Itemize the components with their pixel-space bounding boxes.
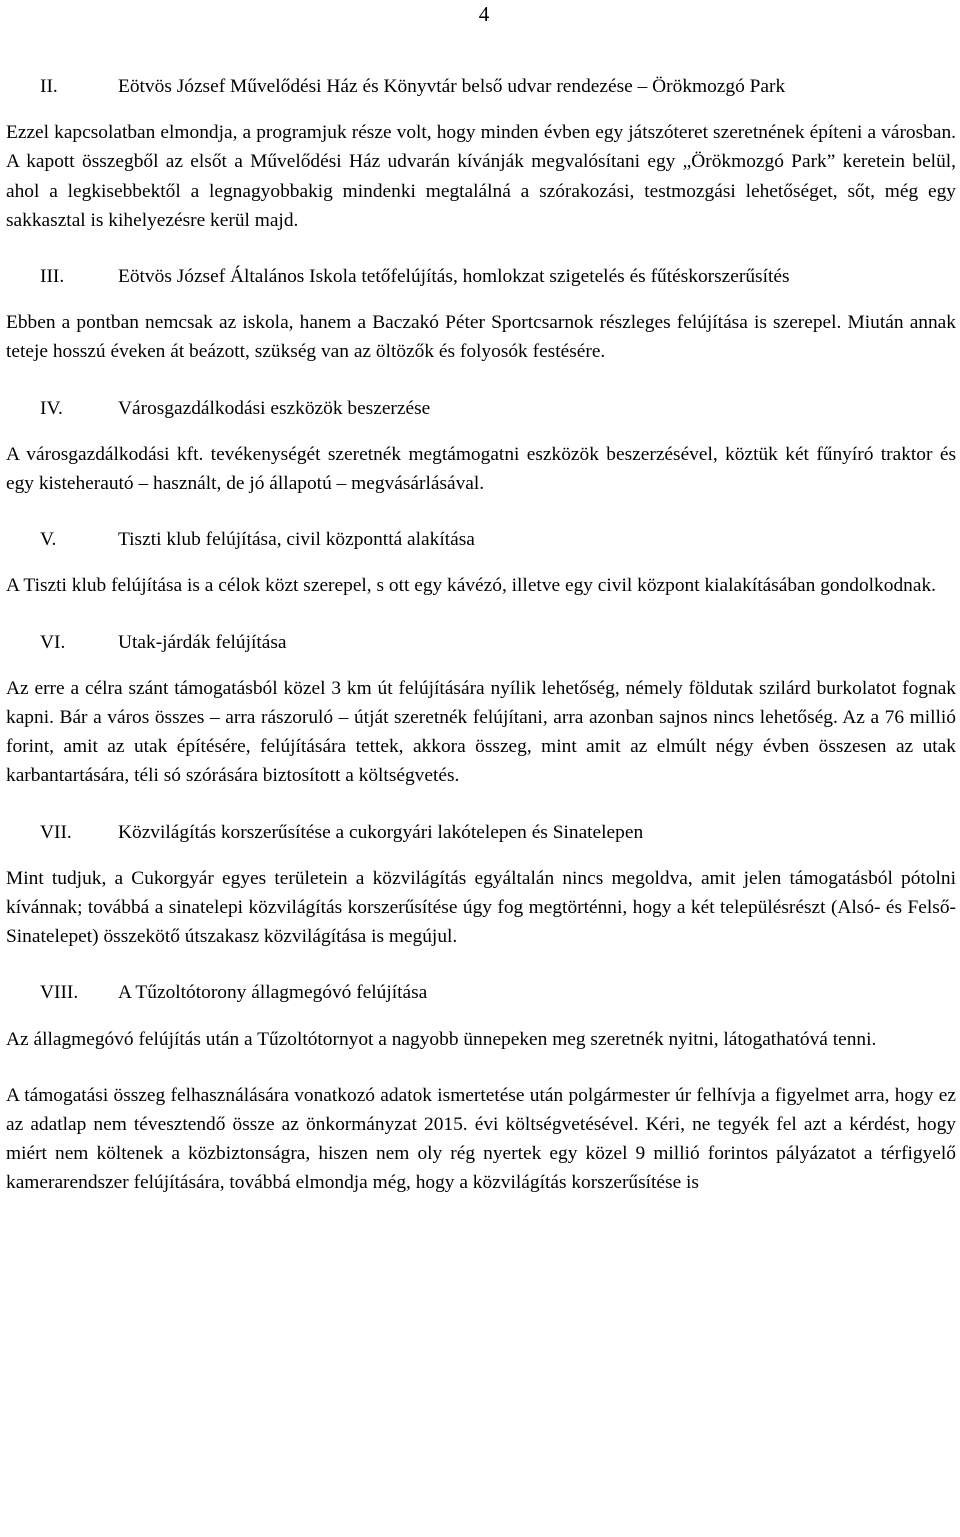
section-heading-vii xyxy=(6,818,956,847)
section-number: V. xyxy=(40,529,57,551)
section-title: A Tűzoltótorony állagmegóvó felújítása xyxy=(118,982,428,1004)
section-title: Eötvös József Általános Iskola tetőfelújítás, homlokzat szigetelés és fűtéskorszerűsítés xyxy=(118,266,790,288)
section-title: Utak-járdák felújítása xyxy=(118,631,287,653)
section-paragraph: A városgazdálkodási kft. tevékenységét szeretnék megtámogatni eszközök beszerzésével, köztük két fűnyíró traktor és egy kisteherautó – használt, de jó állapotú – megvásárlásával. xyxy=(6,443,956,495)
section-number: III. xyxy=(40,266,65,288)
section-number: VII. xyxy=(40,821,72,843)
section-heading-v xyxy=(6,525,956,554)
section-number: IV. xyxy=(40,397,63,419)
section-number: VIII. xyxy=(40,982,79,1004)
section-heading-ii xyxy=(6,72,956,101)
section-paragraph: Az állagmegóvó felújítás után a Tűzoltótornyot a nagyobb ünnepeken meg szeretnék nyitni, látogathatóvá tenni. xyxy=(6,1028,877,1050)
section-paragraph: Az erre a célra szánt támogatásból közel 3 km út felújítására nyílik lehetőség, némely földutak szilárd burkolatot fognak kapni. Bár a város összes – arra rászoruló – útját szeretnék felújítani, arra azonban sajnos nincs lehetőség. Az a 76 millió forint, amit az utak építésére, felújítására tettek, akkora összeg, mint amit az elmúlt négy évben összesen az utak karbantartására, téli só szórására biztosított a költségvetés. xyxy=(6,677,956,787)
section-heading-iii xyxy=(6,262,956,291)
section-title: Közvilágítás korszerűsítése a cukorgyári lakótelepen és Sinatelepen xyxy=(118,821,644,843)
section-title: Eötvös József Művelődési Ház és Könyvtár belső udvar rendezése – Örökmozgó Park xyxy=(118,76,786,97)
section-heading-iv xyxy=(6,394,956,423)
section-number: II. xyxy=(40,76,58,97)
section-paragraph: Ebben a pontban nemcsak az iskola, hanem a Baczakó Péter Sportcsarnok részleges felújítása is szerepel. Miután annak teteje hosszú éveken át beázott, szükség van az öltözők és folyosók festésére. xyxy=(6,312,956,363)
closing-paragraph: A támogatási összeg felhasználására vonatkozó adatok ismertetése után polgármester úr felhívja a figyelmet arra, hogy ez az adatlap nem tévesztendő össze az önkormányzat 2015. évi költségvetésével. Kéri, ne tegyék fel azt a kérdést, hogy miért nem költenek a közbiztonságra, hiszen nem oly rég nyertek egy közel 9 millió forintos pályázatot a térfigyelő kamerarendszer felújítására, továbbá elmondja még, hogy a közvilágítás korszerűsítése is xyxy=(6,1084,956,1194)
section-paragraph: Ezzel kapcsolatban elmondja, a programjuk része volt, hogy minden évben egy játszóteret szeretnének építeni a városban. A kapott összegből az elsőt a Művelődési Ház udvarán kívánják megvalósítani egy „Örökmozgó Park” keretein belül, ahol a legkisebbektől a legnagyobbakig mindenki megtalálná a szórakozási, testmozgási lehetőséget, sőt, még egy sakkasztal is kihelyezésre kerül majd. xyxy=(6,122,956,231)
section-paragraph: A Tiszti klub felújítása is a célok közt szerepel, s ott egy kávézó, illetve egy civil központ kialakításában gondolkodnak. xyxy=(6,575,936,597)
page-number: 4 xyxy=(478,2,490,26)
section-paragraph: Mint tudjuk, a Cukorgyár egyes területein a közvilágítás egyáltalán nincs megoldva, amit jelen támogatásból pótolni kívánnak; továbbá a sinatelepi közvilágítás korszerűsítése úgy fog megtörténni, hogy a két településrészt (Alsó- és Felső-Sinatelepet) összekötő útszakasz közvilágítása is megújul. xyxy=(6,867,956,948)
section-number: VI. xyxy=(40,631,66,653)
section-heading-viii xyxy=(6,978,956,1007)
section-title: Városgazdálkodási eszközök beszerzése xyxy=(118,397,431,419)
document-body xyxy=(6,72,956,1225)
section-heading-vi xyxy=(6,628,956,657)
section-title: Tiszti klub felújítása, civil központtá alakítása xyxy=(118,529,475,551)
